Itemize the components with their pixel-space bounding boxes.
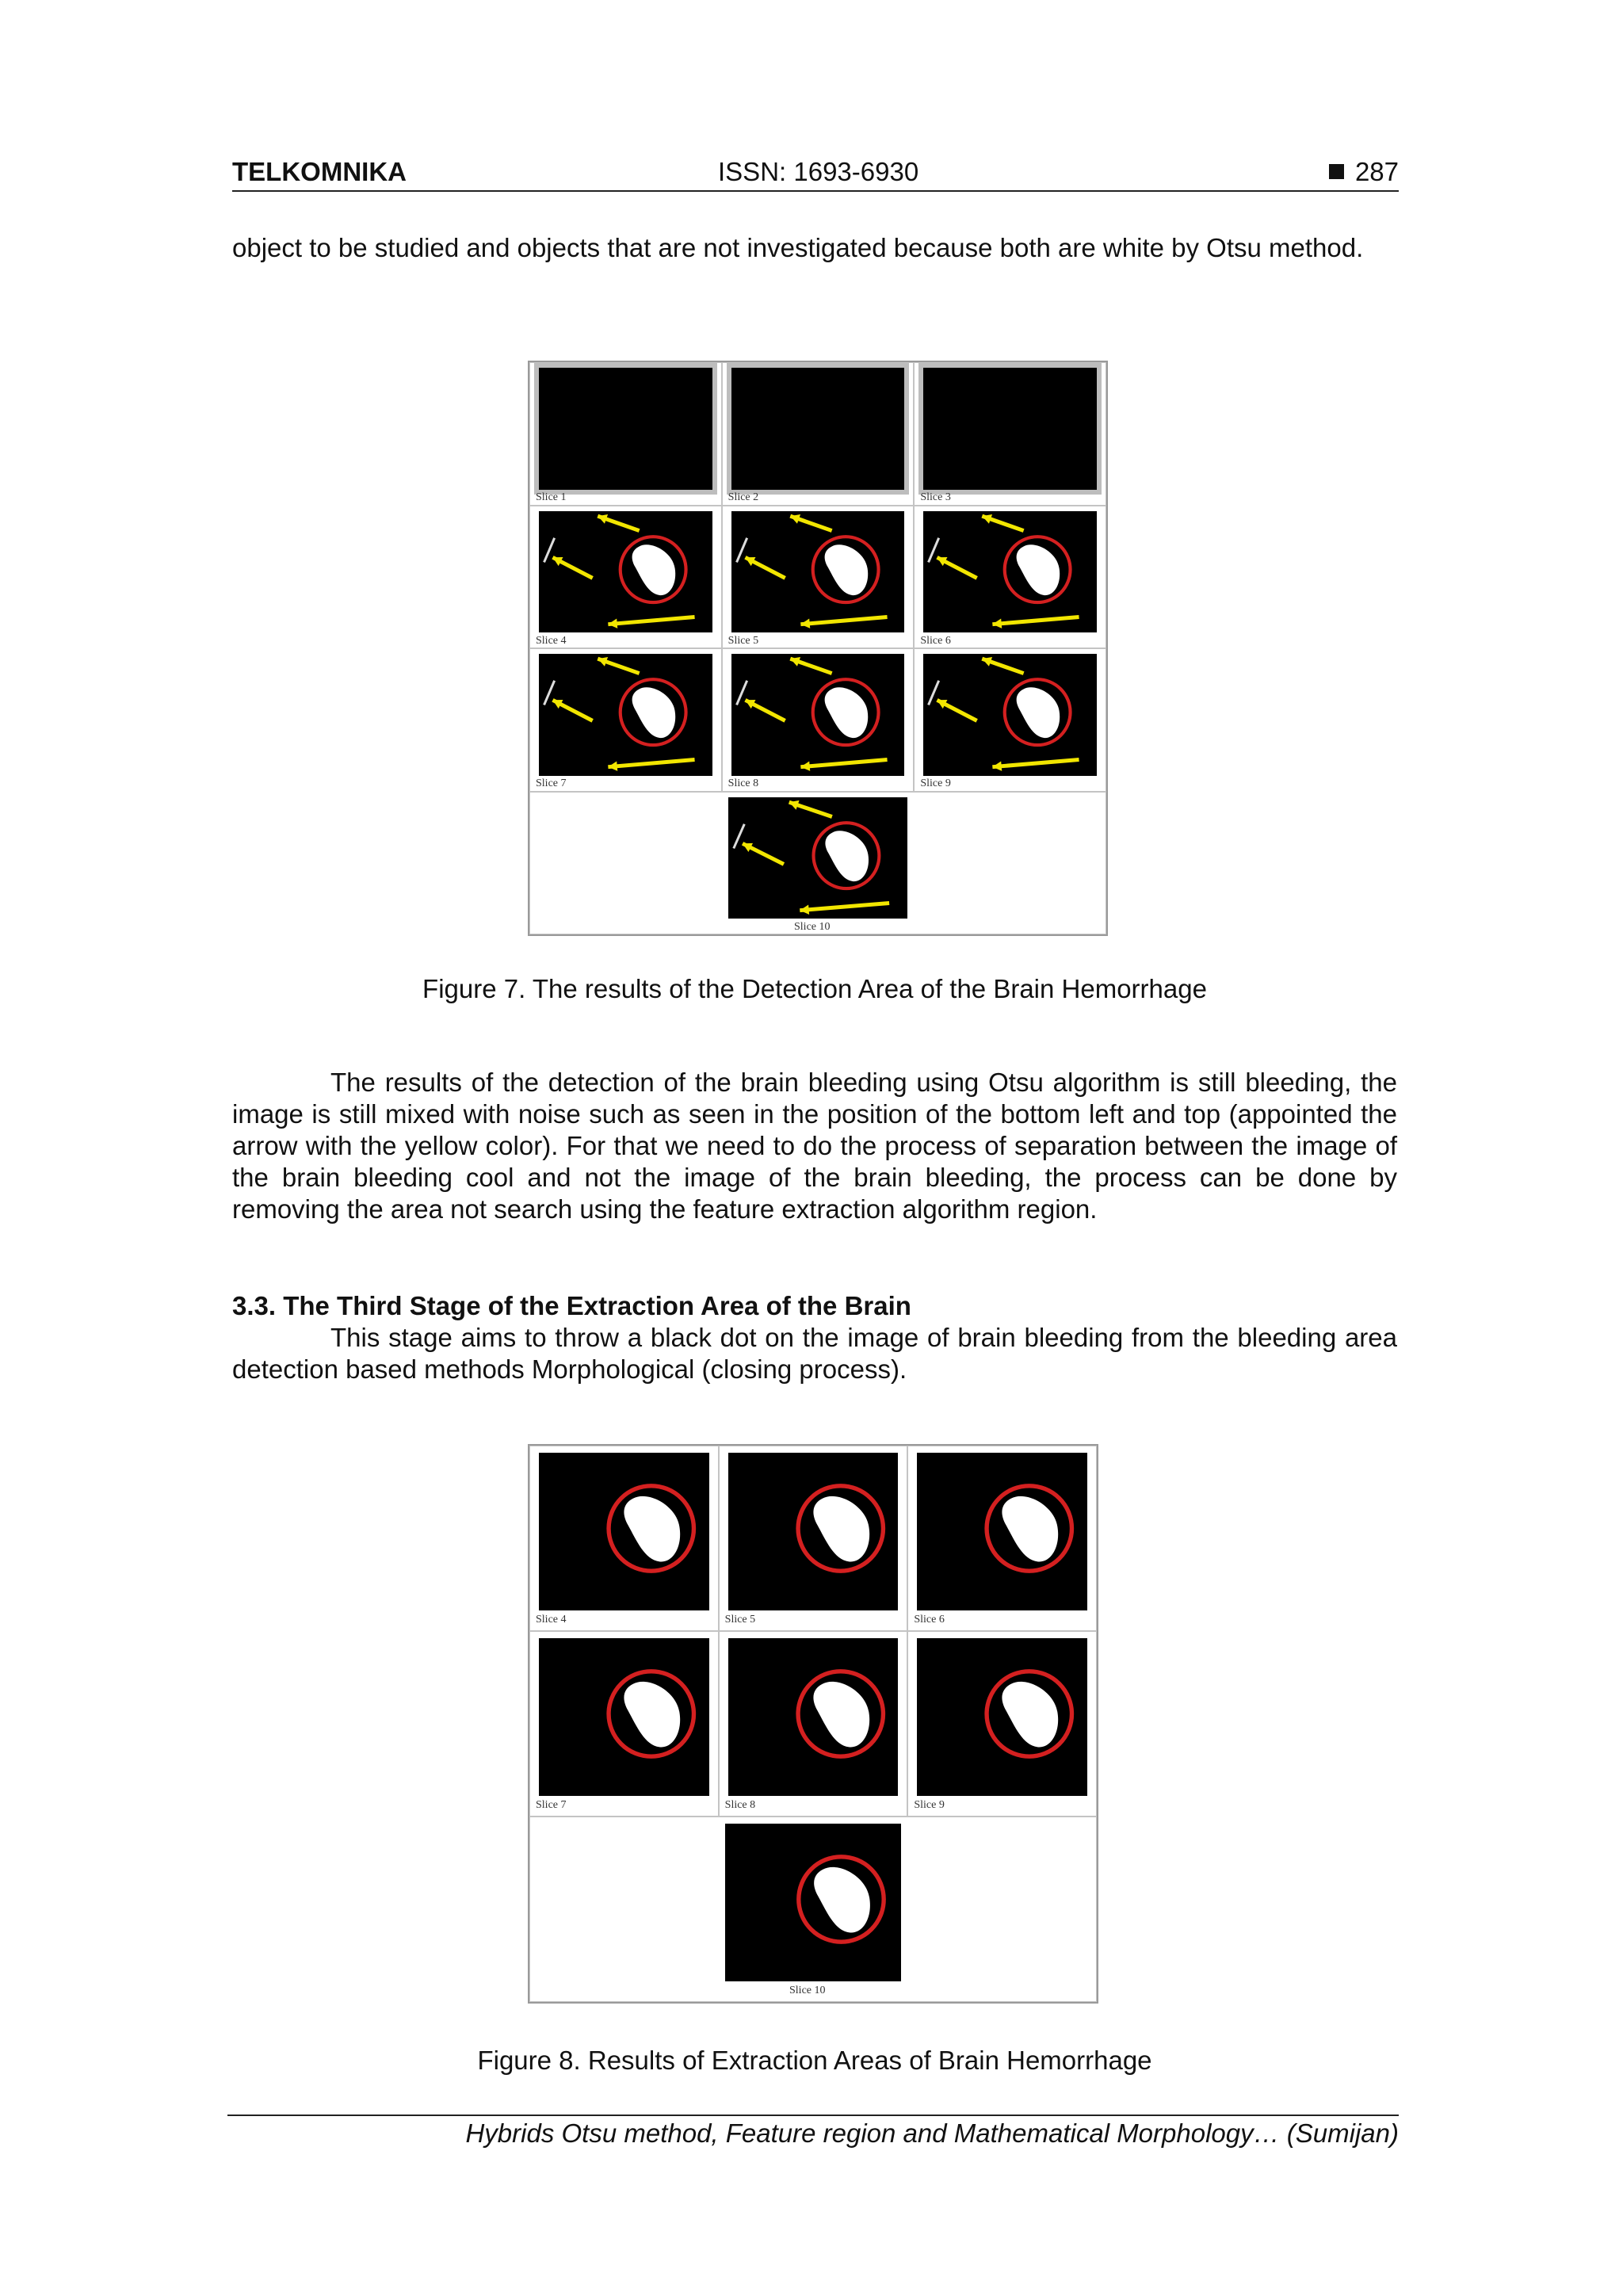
hemorrhage-region [1002,1682,1059,1748]
brain-scan-slice [539,511,712,632]
yellow-arrow [800,617,887,624]
slice-label: Slice 7 [536,777,567,790]
yellow-arrow-head [800,762,810,771]
brain-scan-slice [923,654,1096,775]
hemorrhage-region [826,831,869,881]
hemorrhage-region [1017,544,1060,595]
brain-scan-slice [539,1638,709,1796]
square-bullet-icon [1329,164,1344,179]
yellow-arrow-head [993,618,1002,628]
brain-scan-slice [923,368,1096,489]
slice-label: Slice 2 [727,491,759,504]
hemorrhage-region [624,1496,680,1562]
brain-scan-slice [539,368,712,489]
yellow-arrow [608,617,694,624]
brain-scan-slice [731,654,904,775]
brain-scan-slice [725,1824,901,1981]
intro-paragraph: object to be studied and objects that are not investigated because both are white by Otsu method. [232,233,1364,262]
hemorrhage-region [824,688,868,739]
slice-label: Slice 9 [920,777,951,790]
brain-scan-slice [917,1638,1087,1796]
slice-label: Slice 4 [536,634,567,647]
hemorrhage-region [624,1682,680,1748]
journal-name: TELKOMNIKA [232,157,407,186]
hemorrhage-region [632,544,676,595]
brain-scan-slice [917,1453,1087,1610]
slice-label: Slice 10 [789,1984,826,1996]
yellow-arrow [993,617,1079,624]
slice-label: Slice 4 [536,1613,567,1626]
hemorrhage-region [632,688,676,739]
yellow-arrow-head [608,618,617,628]
brain-scan-slice [728,1453,899,1610]
slice-label: Slice 10 [794,920,831,933]
yellow-arrow [993,760,1079,767]
brain-scan-slice [731,368,904,489]
page-number: 287 [1329,157,1399,187]
yellow-arrow [800,760,887,767]
yellow-arrow-head [800,904,809,914]
figure-7-image [528,361,1108,936]
slice-label: Slice 5 [724,1613,756,1626]
yellow-arrow [608,760,694,767]
brain-scan-slice [728,797,907,919]
figure-8-caption: Figure 8. Results of Extraction Areas of Brain Hemorrhage [477,2046,1152,2075]
page-header [232,155,1399,192]
hemorrhage-region [824,544,868,595]
yellow-arrow [800,903,889,910]
hemorrhage-region [813,1496,869,1562]
slice-label: Slice 8 [724,1798,756,1811]
slice-label: Slice 5 [727,634,759,647]
section-text: This stage aims to throw a black dot on the image of brain bleeding from the bleeding area detection based methods Morphological (closing process). [232,1323,1397,1384]
body-paragraph: The results of the detection of the brain bleeding using Otsu algorithm is still bleeding, the image is still mixed with noise such as seen in the position of the bottom left and top (appointed the arrow with the yellow color). For that we need to do the process of separation between the image of the brain bleeding cool and not the image of the brain bleeding, the process can be done by removing the area not search using the feature extraction algorithm region. [232,1068,1397,1224]
hemorrhage-region [1002,1496,1059,1562]
hemorrhage-region [814,1867,870,1933]
section-3-3 [232,1290,1397,1385]
brain-scan-slice [731,511,904,632]
slice-label: Slice 6 [914,1613,945,1626]
slice-label: Slice 1 [536,491,567,504]
footer-rule [227,2115,1399,2116]
page-footer: Hybrids Otsu method, Feature region and Mathematical Morphology… (Sumijan) [465,2118,1399,2148]
hemorrhage-region [813,1682,869,1748]
brain-scan-slice [923,511,1096,632]
hemorrhage-region [1017,688,1060,739]
slice-label: Slice 6 [920,634,951,647]
yellow-arrow-head [800,618,810,628]
figure-7-caption: Figure 7. The results of the Detection Area of the Brain Hemorrhage [422,974,1207,1003]
yellow-arrow-head [608,762,617,771]
slice-label: Slice 8 [727,777,759,790]
yellow-arrow-head [993,762,1002,771]
section-heading: 3.3. The Third Stage of the Extraction Area of the Brain [232,1291,911,1320]
slice-label: Slice 3 [920,491,951,504]
figure-8-image [528,1444,1098,2004]
brain-scan-slice [539,654,712,775]
brain-scan-slice [539,1453,709,1610]
brain-scan-slice [728,1638,899,1796]
slice-label: Slice 9 [914,1798,945,1811]
issn: ISSN: 1693-6930 [718,157,919,186]
slice-label: Slice 7 [536,1798,567,1811]
